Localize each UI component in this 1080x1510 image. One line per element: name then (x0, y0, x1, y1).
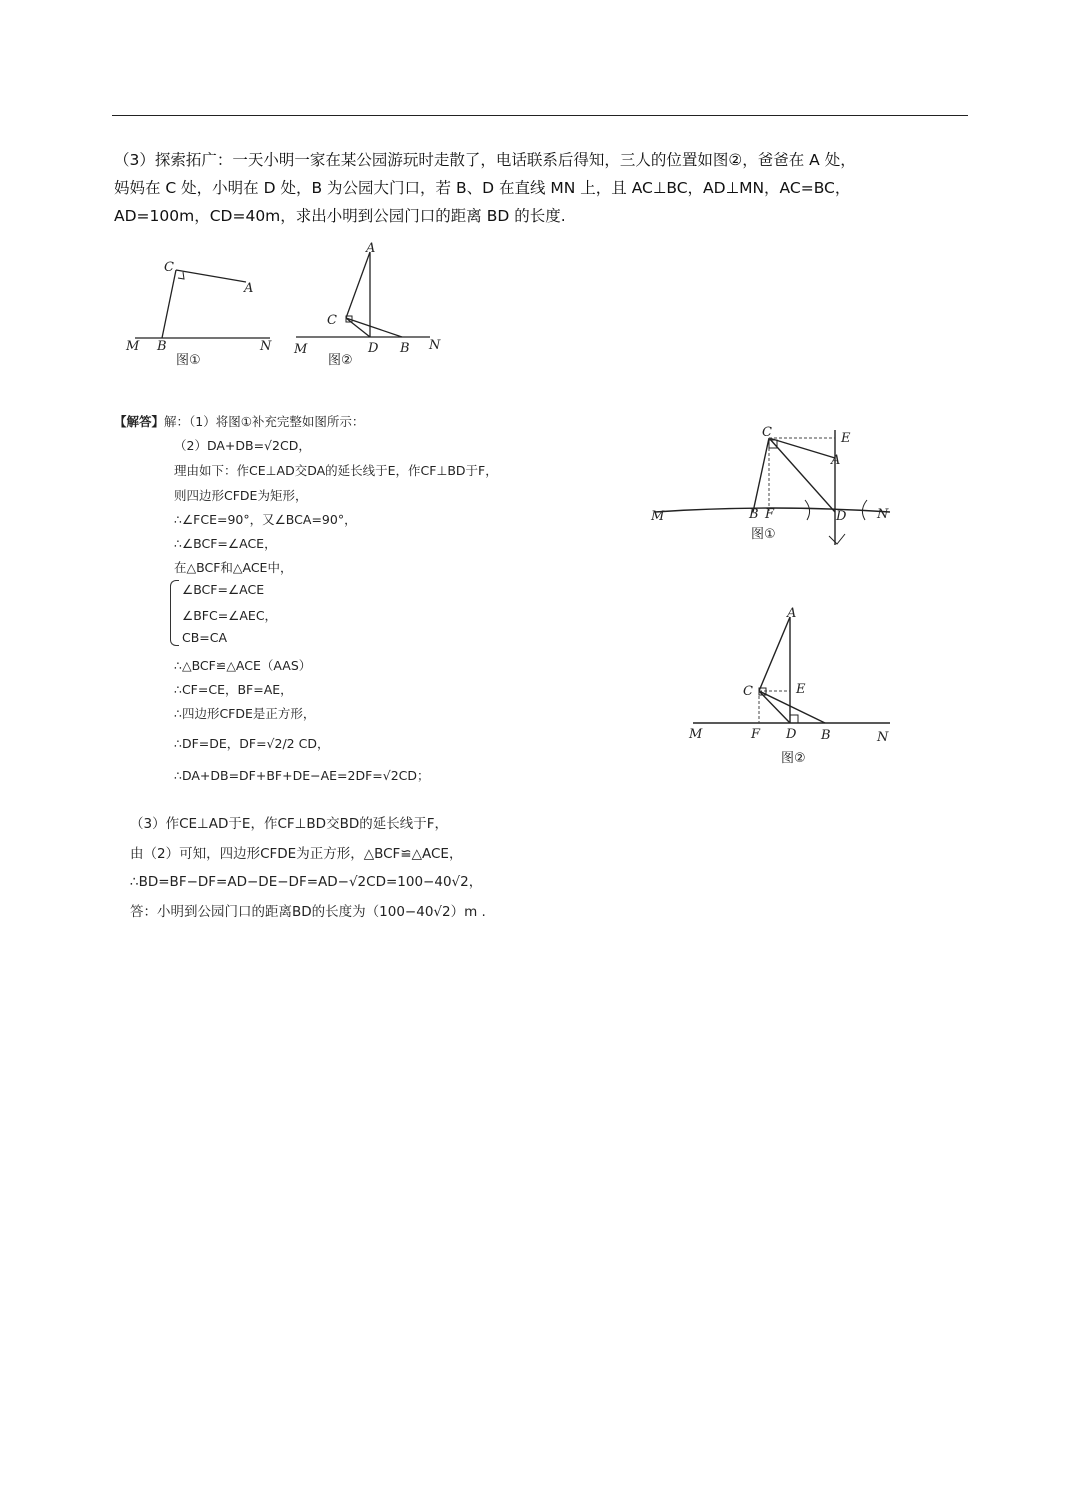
solution-line-4: 则四边形CFDE为矩形， (174, 488, 308, 503)
label-M: M (689, 727, 703, 742)
label-A: A (831, 453, 841, 468)
solution-line-8: ∴△BCF≌△ACE（AAS） (174, 658, 312, 673)
figure-2-caption: 图② (328, 353, 353, 368)
system-line-1: ∠BCF=∠ACE (182, 582, 265, 597)
solution-intro: 解：（1）将图①补充完整如图所示： (164, 414, 365, 429)
system-line-3: CB=CA (182, 630, 228, 645)
label-A: A (366, 241, 376, 256)
problem-text (114, 146, 972, 230)
label-M: M (126, 339, 140, 354)
header-rule (112, 115, 968, 116)
label-B: B (157, 339, 167, 354)
solution3-line-2: 由（2）可知，四边形CFDE为正方形，△BCF≌△ACE， (130, 846, 463, 862)
label-M: M (294, 342, 308, 357)
solution-line-10: ∴四边形CFDE是正方形， (174, 706, 316, 721)
label-F: F (765, 507, 775, 522)
problem-line-2: 妈妈在 C 处，小明在 D 处，B 为公园大门口，若 B、D 在直线 MN 上，且 AC⊥BC，AD⊥MN，AC=BC， (114, 179, 851, 197)
label-C: C (327, 313, 337, 328)
label-F: F (751, 727, 761, 742)
solution-head: 【解答】 (114, 414, 165, 429)
label-N: N (260, 339, 272, 354)
solution-line-9: ∴CF=CE，BF=AE， (174, 682, 293, 697)
label-D: D (368, 341, 379, 356)
label-E: E (841, 431, 851, 446)
label-A: A (244, 281, 254, 296)
solution3-line-4: 答：小明到公园门口的距离BD的长度为（100−40√2）m . (130, 904, 486, 920)
solution-line-12: ∴DA+DB=DF+BF+DE−AE=2DF=√2CD； (174, 768, 430, 783)
system-line-2: ∠BFC=∠AEC， (182, 608, 278, 623)
label-C: C (743, 684, 753, 699)
label-E: E (796, 682, 806, 697)
solution-line-3: 理由如下：作CE⊥AD交DA的延长线于E，作CF⊥BD于F， (174, 463, 498, 478)
system-brace (170, 580, 179, 646)
label-N: N (877, 730, 889, 745)
label-M: M (651, 509, 665, 524)
solution-line-11: ∴DF=DE，DF=√2/2 CD， (174, 736, 330, 751)
label-N: N (877, 507, 889, 522)
label-A: A (787, 606, 797, 621)
solution-figure-2-caption: 图② (781, 751, 806, 766)
label-C: C (762, 425, 772, 440)
solution-line-2: （2）DA+DB=√2CD， (174, 438, 311, 453)
label-D: D (836, 509, 847, 524)
problem-line-1: （3）探索拓广：一天小明一家在某公园游玩时走散了，电话联系后得知，三人的位置如图②，爸爸在 A 处， (114, 151, 856, 169)
label-B: B (749, 507, 759, 522)
solution-figure-1 (645, 420, 895, 555)
label-B: B (400, 341, 410, 356)
label-C: C (164, 260, 174, 275)
solution-line-6: ∴∠BCF=∠ACE， (174, 536, 277, 551)
solution-line-7: 在△BCF和△ACE中， (174, 560, 293, 575)
problem-figure-2 (290, 240, 450, 375)
label-D: D (786, 727, 797, 742)
solution-figure-2 (685, 605, 895, 770)
problem-line-3: AD=100m，CD=40m，求出小明到公园门口的距离 BD 的长度. (114, 207, 566, 225)
solution3-line-1: （3）作CE⊥AD于E，作CF⊥BD交BD的延长线于F， (130, 816, 448, 832)
solution-line-5: ∴∠FCE=90°，又∠BCA=90°， (174, 512, 357, 527)
problem-figure-1 (120, 250, 290, 375)
label-N: N (429, 338, 441, 353)
solution-figure-1-caption: 图① (751, 527, 776, 542)
figure-1-caption: 图① (176, 353, 201, 368)
label-B: B (821, 728, 831, 743)
solution3-line-3: ∴BD=BF−DF=AD−DE−DF=AD−√2CD=100−40√2， (130, 874, 483, 890)
